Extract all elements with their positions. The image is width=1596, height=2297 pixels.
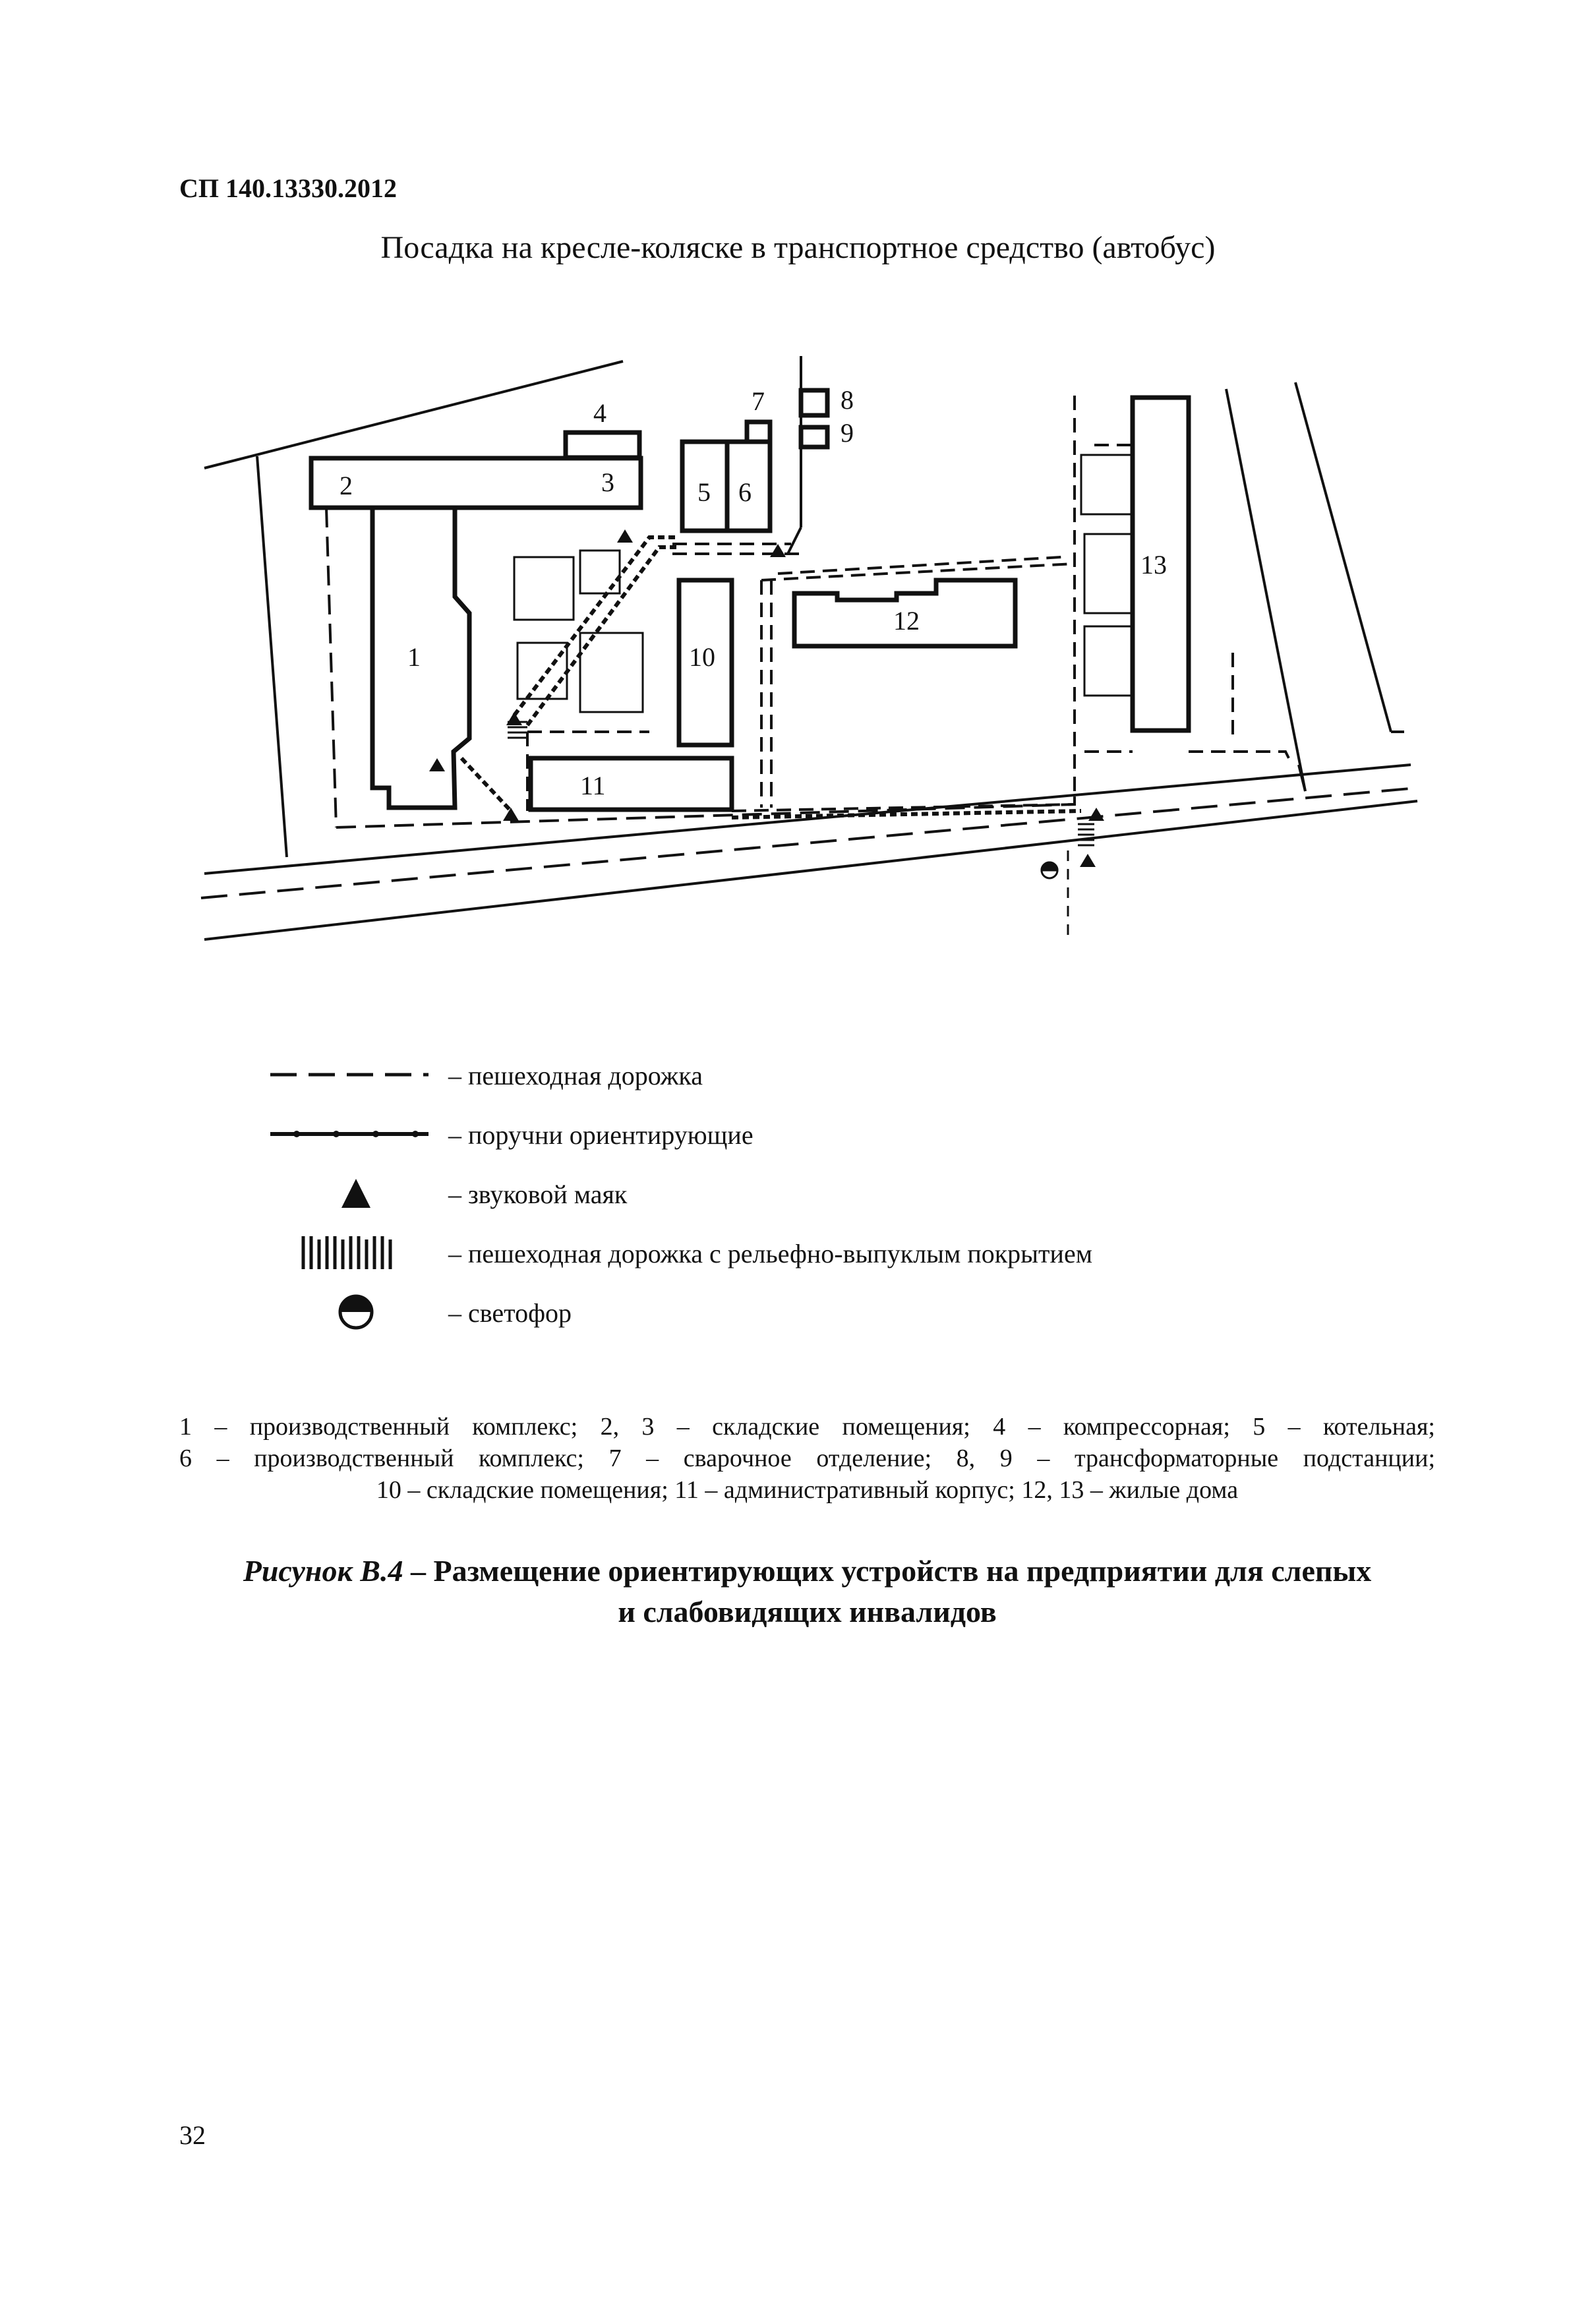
triangle-icon (251, 1174, 442, 1213)
traffic-light-icon (1042, 862, 1057, 878)
label-8: 8 (841, 385, 854, 415)
building-labels (340, 385, 1167, 800)
page-subtitle: Посадка на кресле-коляске в транспортное средство (автобус) (380, 230, 1216, 265)
legend-item-traffic-light (251, 1292, 1371, 1332)
label-4: 4 (593, 398, 606, 428)
label-5: 5 (697, 477, 711, 507)
legend-text: – пешеходная дорожка с рельефно-выпуклым покрытием (448, 1239, 1093, 1268)
figure-title (179, 1551, 1435, 1632)
building-8 (801, 390, 827, 415)
caption-line: 6 – производственный комплекс; 7 – сварочное отделение; 8, 9 – трансформаторные подстанции; (179, 1445, 1435, 1472)
label-7: 7 (752, 386, 765, 416)
building-1 (372, 508, 469, 808)
tactile-strip-icon (251, 1233, 442, 1272)
figure-title-line2: и слабовидящих инвалидов (618, 1595, 997, 1628)
tactile-strips (508, 722, 1094, 943)
label-2: 2 (340, 471, 353, 500)
beacon-icon (1088, 808, 1104, 821)
legend-text: – пешеходная дорожка (448, 1061, 703, 1090)
label-3: 3 (601, 467, 614, 497)
caption-line: 10 – складские помещения; 11 – административный корпус; 12, 13 – жилые дома (376, 1476, 1239, 1504)
label-6: 6 (738, 477, 752, 507)
legend-text: – звуковой маяк (448, 1179, 628, 1209)
label-11: 11 (580, 771, 606, 800)
legend-text: – светофор (448, 1298, 572, 1328)
building-4 (566, 433, 639, 458)
buildings (311, 390, 1189, 810)
building-7 (747, 422, 770, 442)
label-10: 10 (689, 642, 715, 672)
label-12: 12 (893, 606, 920, 636)
legend-text: – поручни ориентирующие (448, 1120, 754, 1150)
figure-caption (179, 1411, 1435, 1506)
beacon-icon (503, 808, 519, 821)
beacon-icon (770, 544, 786, 557)
beacon-icon (429, 758, 445, 771)
figure-number: Рисунок В.4 (243, 1554, 403, 1588)
building-2-3 (311, 458, 641, 508)
beacon-icon (617, 529, 633, 543)
legend-item-pedestrian-path (251, 1055, 1371, 1094)
legend-item-sound-beacon (251, 1174, 1371, 1213)
legend-item-handrails (251, 1114, 1371, 1154)
label-1: 1 (407, 642, 421, 672)
label-9: 9 (841, 418, 854, 448)
page-number: 32 (179, 2120, 206, 2150)
building-11 (531, 758, 732, 810)
beacon-icon (506, 712, 522, 725)
figure-title-line1: – Размещение ориентирующих устройств на предприятии для слепых (403, 1554, 1372, 1588)
caption-line: 1 – производственный комплекс; 2, 3 – складские помещения; 4 – компрессорная; 5 – котельная; (179, 1413, 1435, 1441)
beacon-icon (1080, 854, 1096, 867)
traffic-light-icon (251, 1292, 442, 1332)
document-code: СП 140.13330.2012 (179, 173, 397, 203)
building-9 (801, 427, 827, 447)
label-13: 13 (1140, 550, 1167, 580)
dashed-line-icon (251, 1055, 442, 1094)
legend-item-tactile-path (251, 1233, 1371, 1272)
site-plan (0, 0, 1596, 989)
handrail-line-icon (251, 1114, 442, 1154)
